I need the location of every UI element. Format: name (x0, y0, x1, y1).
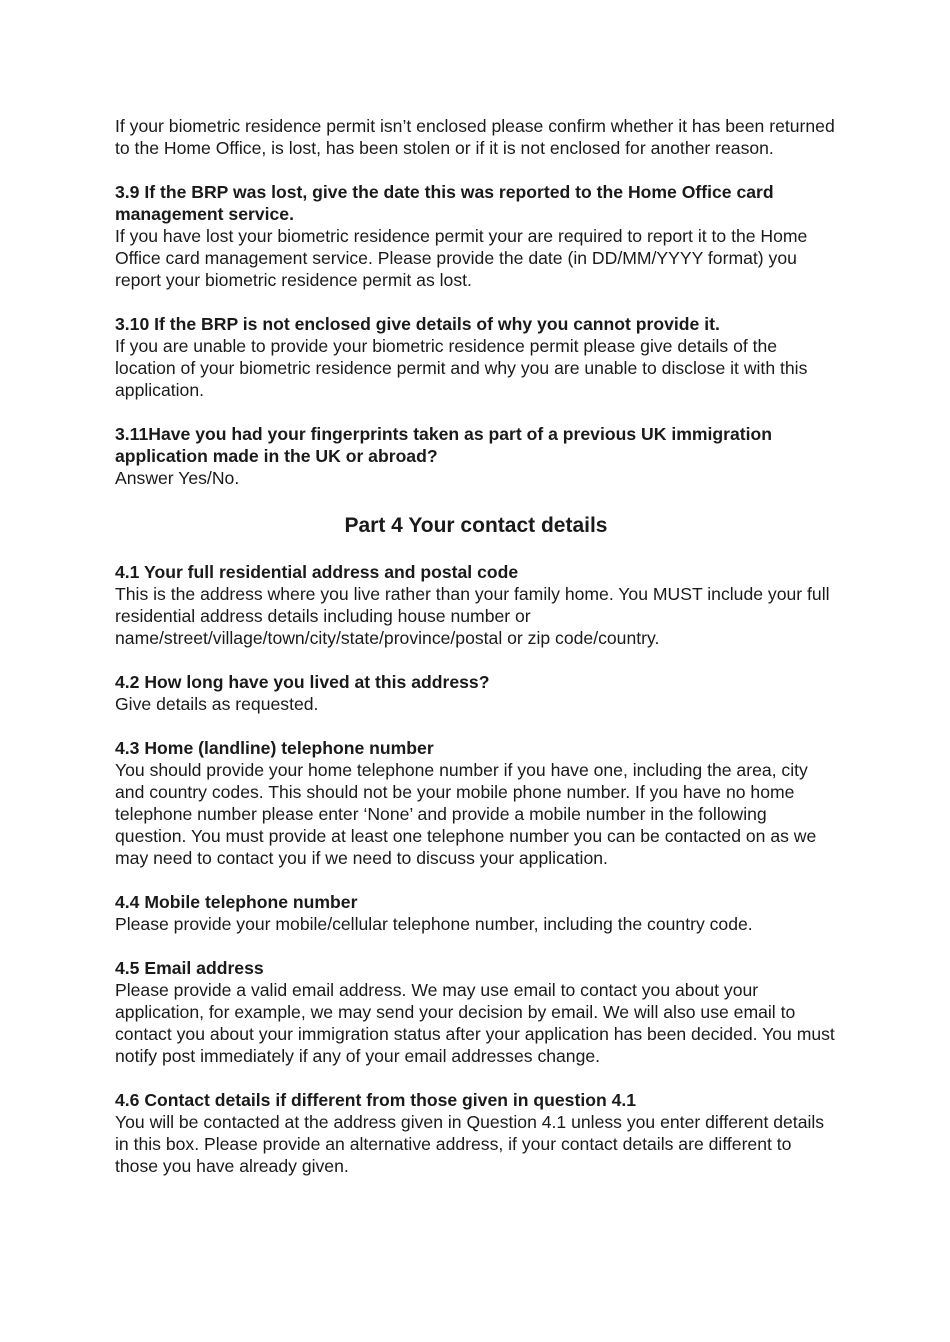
question-3-11-heading: 3.11Have you had your fingerprints taken as part of a previous UK immigration application made in the UK or abroad? (115, 424, 772, 466)
question-4-5 (115, 957, 837, 1067)
question-4-6 (115, 1089, 837, 1177)
question-3-9 (115, 181, 837, 291)
part-4-title: Part 4 Your contact details (344, 514, 608, 537)
question-4-1-text: This is the address where you live rather than your family home. You MUST include your full residential address details including house number or name/street/village/town/city/state/province/postal or zip code/country. (115, 584, 830, 648)
question-3-10-heading: 3.10 If the BRP is not enclosed give details of why you cannot provide it. (115, 314, 720, 334)
question-4-4-text: Please provide your mobile/cellular telephone number, including the country code. (115, 914, 753, 934)
question-4-3-text: You should provide your home telephone number if you have one, including the area, city and country codes. This should not be your mobile phone number. If you have no home telephone number please enter ‘None’ and provide a mobile number in the following question. You must provide at least one telephone number you can be contacted on as we may need to contact you if we need to discuss your application. (115, 760, 817, 868)
question-3-11 (115, 423, 837, 489)
question-4-5-heading: 4.5 Email address (115, 958, 264, 978)
question-4-3-heading: 4.3 Home (landline) telephone number (115, 738, 434, 758)
question-3-9-text: If you have lost your biometric residence permit your are required to report it to the Home Office card management service. Please provide the date (in DD/MM/YYYY format) you report your biometric residence permit as lost. (115, 226, 808, 290)
question-3-10-text: If you are unable to provide your biometric residence permit please give details of the location of your biometric residence permit and why you are unable to disclose it with this application. (115, 336, 808, 400)
question-4-5-text: Please provide a valid email address. We may use email to contact you about your application, for example, we may send your decision by email. We will also use email to contact you about your immigration status after your application has been decided. You must notify post immediately if any of your email addresses change. (115, 980, 835, 1066)
question-4-3 (115, 737, 837, 869)
question-3-9-heading: 3.9 If the BRP was lost, give the date this was reported to the Home Office card management service. (115, 182, 774, 224)
question-4-1-heading: 4.1 Your full residential address and postal code (115, 562, 519, 582)
intro-text: If your biometric residence permit isn’t enclosed please confirm whether it has been returned to the Home Office, is lost, has been stolen or if it is not enclosed for another reason. (115, 116, 835, 158)
question-4-4 (115, 891, 837, 935)
document-page (115, 115, 837, 1199)
question-4-2 (115, 671, 837, 715)
question-4-4-heading: 4.4 Mobile telephone number (115, 892, 358, 912)
question-4-1 (115, 561, 837, 649)
question-4-6-heading: 4.6 Contact details if different from those given in question 4.1 (115, 1090, 637, 1110)
question-4-2-text: Give details as requested. (115, 694, 319, 714)
question-3-10 (115, 313, 837, 401)
question-4-6-text: You will be contacted at the address given in Question 4.1 unless you enter different details in this box. Please provide an alternative address, if your contact details are different to those you have already given. (115, 1112, 825, 1176)
question-4-2-heading: 4.2 How long have you lived at this address? (115, 672, 490, 692)
question-3-11-text: Answer Yes/No. (115, 468, 240, 488)
intro-paragraph (115, 115, 837, 159)
